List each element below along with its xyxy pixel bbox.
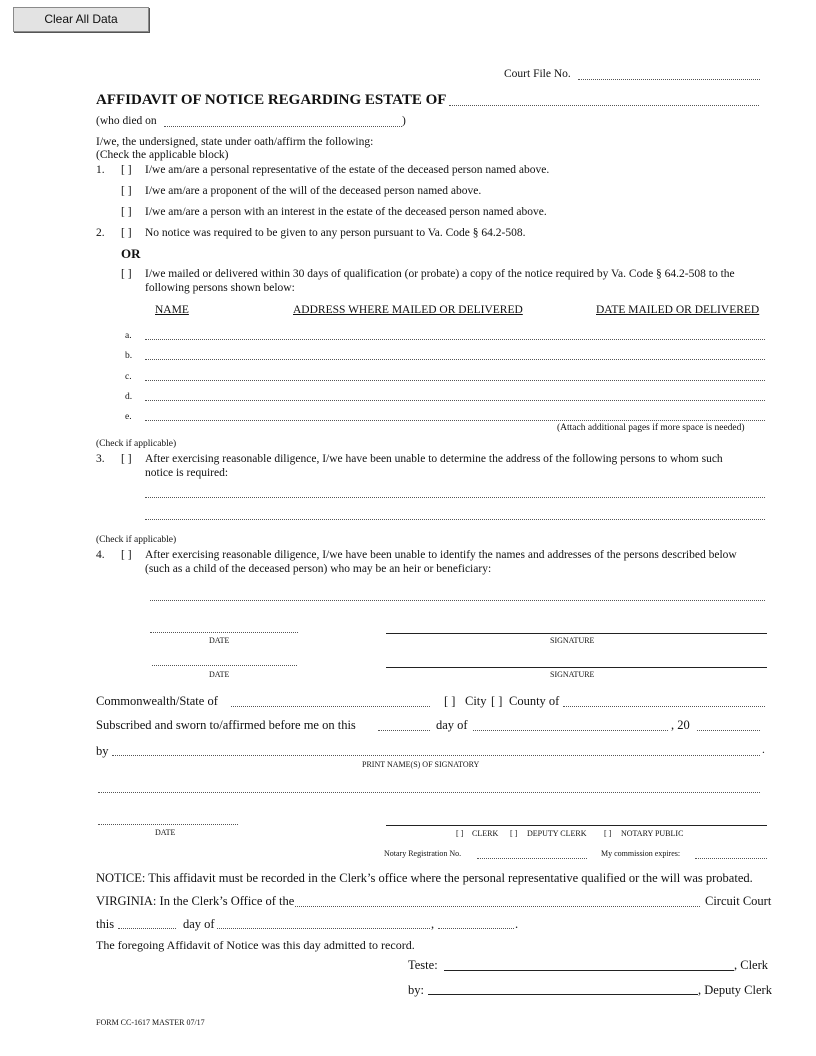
unknown-heir-line[interactable] — [150, 600, 765, 601]
oath-year-field[interactable] — [697, 730, 760, 731]
checkbox-no-notice[interactable]: [ ] — [121, 227, 132, 239]
checkbox-interest[interactable]: [ ] — [121, 206, 132, 218]
signatory-names-field[interactable] — [112, 755, 760, 756]
item-4-number: 4. — [96, 549, 105, 561]
foregoing-statement: The foregoing Affidavit of Notice was this day admitted to record. — [96, 938, 415, 952]
clerk-label: CLERK — [472, 829, 499, 838]
item-2-text: No notice was required to be given to any person pursuant to Va. Code § 64.2-508. — [145, 227, 526, 239]
column-header-name: NAME — [155, 304, 189, 316]
record-year-field[interactable] — [438, 928, 514, 929]
record-day-field[interactable] — [118, 928, 176, 929]
intro-statement: I/we, the undersigned, state under oath/affirm the following: — [96, 136, 374, 148]
commonwealth-label: Commonwealth/State of — [96, 694, 218, 708]
item-4-line1: After exercising reasonable diligence, I/we have been unable to identify the names and addresses of the persons described below — [145, 549, 737, 561]
checkbox-city[interactable]: [ ] — [444, 694, 456, 708]
deputy-clerk-signature-line[interactable] — [428, 994, 698, 995]
checkbox-county[interactable]: [ ] — [491, 694, 503, 708]
checkbox-heir-unknown[interactable]: [ ] — [121, 549, 132, 561]
date-caption: DATE — [209, 636, 230, 645]
item-3-line1: After exercising reasonable diligence, I/we have been unable to determine the address of the following persons to whom such — [145, 453, 723, 465]
year-prefix: , 20 — [671, 718, 690, 732]
item-2-number: 2. — [96, 227, 105, 239]
item-3-line2: notice is required: — [145, 467, 229, 479]
recording-notice: NOTICE: This affidavit must be recorded in the Clerk’s office where the personal representative qualified or the will was probated. — [96, 871, 753, 885]
check-if-applicable-4: (Check if applicable) — [96, 535, 177, 545]
who-died-label: (who died on — [96, 115, 157, 127]
circuit-court-label: Circuit Court — [705, 894, 772, 908]
who-died-close: ) — [402, 115, 406, 127]
recipient-row-e[interactable] — [145, 420, 765, 421]
deputy-clerk-label: DEPUTY CLERK — [527, 829, 587, 838]
clerk-suffix: , Clerk — [734, 958, 769, 972]
date-caption: DATE — [155, 828, 176, 837]
by-label: by — [96, 744, 109, 758]
recipient-row-c[interactable] — [145, 380, 765, 381]
court-file-label: Court File No. — [504, 68, 571, 80]
by-end: . — [762, 744, 765, 756]
unknown-address-line-2[interactable] — [145, 519, 765, 520]
check-applicable-block: (Check the applicable block) — [96, 149, 229, 161]
clear-all-data-button[interactable]: Clear All Data — [13, 7, 149, 32]
column-header-date: DATE MAILED OR DELIVERED — [596, 304, 760, 316]
date-of-death-field[interactable] — [164, 126, 402, 127]
checkbox-address-unknown[interactable]: [ ] — [121, 453, 132, 465]
teste-label: Teste: — [408, 958, 438, 972]
state-field[interactable] — [231, 706, 430, 707]
signature-caption: SIGNATURE — [550, 670, 595, 679]
officer-signature-line[interactable] — [386, 825, 767, 826]
date-caption: DATE — [209, 670, 230, 679]
date-field-2[interactable] — [152, 665, 297, 666]
or-label: OR — [121, 246, 141, 261]
record-month-field[interactable] — [217, 928, 430, 929]
signature-line-2[interactable] — [386, 667, 767, 668]
notary-public-label: NOTARY PUBLIC — [621, 829, 684, 838]
row-label: c. — [125, 372, 132, 382]
day-of-label: day of — [436, 718, 468, 732]
deputy-suffix: , Deputy Clerk — [698, 983, 772, 997]
record-period: . — [515, 917, 519, 931]
row-label: e. — [125, 412, 132, 422]
record-comma: , — [431, 917, 435, 931]
recipient-row-a[interactable] — [145, 339, 765, 340]
notary-date-field[interactable] — [98, 824, 238, 825]
form-title: AFFIDAVIT OF NOTICE REGARDING ESTATE OF — [96, 92, 447, 108]
checkbox-deputy-clerk[interactable]: [ ] — [510, 829, 518, 838]
record-day-of-label: day of — [183, 917, 215, 931]
checkbox-notary-public[interactable]: [ ] — [604, 829, 612, 838]
signature-line-1[interactable] — [386, 633, 767, 634]
this-label: this — [96, 917, 115, 931]
commission-expires-field[interactable] — [695, 858, 767, 859]
item-1b-text: I/we am/are a proponent of the will of the deceased person named above. — [145, 185, 482, 197]
check-if-applicable-3: (Check if applicable) — [96, 439, 177, 449]
row-label: a. — [125, 331, 132, 341]
checkbox-personal-representative[interactable]: [ ] — [121, 164, 132, 176]
column-header-address: ADDRESS WHERE MAILED OR DELIVERED — [293, 304, 523, 316]
county-label: County of — [509, 694, 560, 708]
item-4-line2: (such as a child of the deceased person) who may be an heir or beneficiary: — [145, 563, 492, 575]
notary-name-field[interactable] — [98, 792, 760, 793]
checkbox-proponent[interactable]: [ ] — [121, 185, 132, 197]
city-county-field[interactable] — [563, 706, 765, 707]
row-label: b. — [125, 351, 133, 361]
subscribed-label: Subscribed and sworn to/affirmed before me on this — [96, 718, 356, 732]
recipient-row-b[interactable] — [145, 359, 765, 360]
notary-registration-field[interactable] — [477, 858, 587, 859]
court-file-field[interactable] — [578, 79, 760, 80]
city-label: City — [465, 694, 487, 708]
oath-month-field[interactable] — [473, 730, 668, 731]
estate-name-field[interactable] — [449, 105, 759, 106]
attach-note: (Attach additional pages if more space is needed) — [557, 423, 745, 433]
signature-caption: SIGNATURE — [550, 636, 595, 645]
by-deputy-label: by: — [408, 983, 424, 997]
mailed-text-line2: following persons shown below: — [145, 282, 295, 294]
checkbox-clerk[interactable]: [ ] — [456, 829, 464, 838]
checkbox-mailed[interactable]: [ ] — [121, 268, 132, 280]
item-1a-text: I/we am/are a personal representative of the estate of the deceased person named above. — [145, 164, 550, 176]
notary-registration-label: Notary Registration No. — [384, 849, 462, 858]
item-3-number: 3. — [96, 453, 105, 465]
circuit-court-field[interactable] — [295, 906, 700, 907]
virginia-label: VIRGINIA: In the Clerk’s Office of the — [96, 894, 295, 908]
clerk-signature-line[interactable] — [444, 970, 734, 971]
oath-day-field[interactable] — [378, 730, 430, 731]
item-1-number: 1. — [96, 164, 105, 176]
mailed-text-line1: I/we mailed or delivered within 30 days of qualification (or probate) a copy of the notice required by Va. Code § 64.2-508 to the — [145, 268, 735, 280]
form-id: FORM CC-1617 MASTER 07/17 — [96, 1018, 205, 1027]
unknown-address-line-1[interactable] — [145, 497, 765, 498]
item-1c-text: I/we am/are a person with an interest in the estate of the deceased person named above. — [145, 206, 547, 218]
date-field-1[interactable] — [150, 632, 298, 633]
row-label: d. — [125, 392, 133, 402]
recipient-row-d[interactable] — [145, 400, 765, 401]
commission-label: My commission expires: — [601, 849, 681, 858]
print-names-caption: PRINT NAME(S) OF SIGNATORY — [362, 760, 480, 769]
